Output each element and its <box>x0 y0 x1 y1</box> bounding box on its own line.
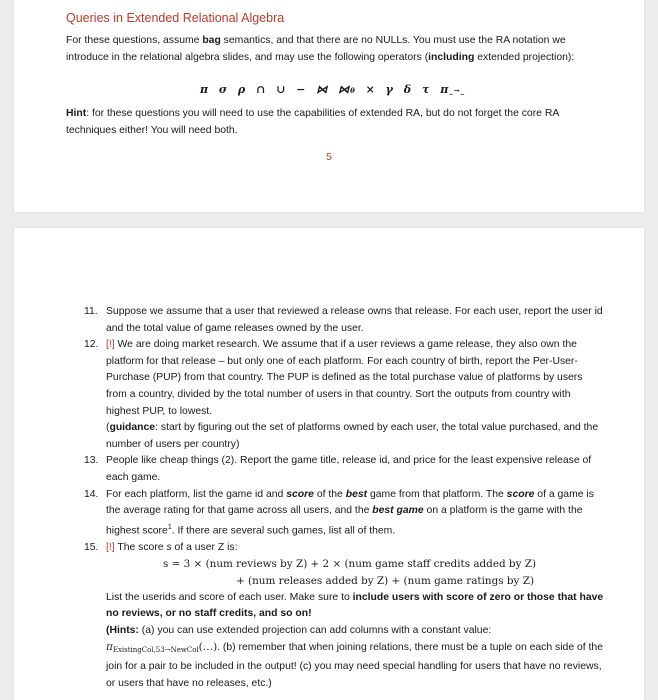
q14-score-2: score <box>506 488 535 500</box>
hint-text: : for these questions you will need to use the capabilities of extended RA, but do not forget the core RA techniques either! You will need both. <box>66 108 559 136</box>
op-theta-sub: θ <box>350 86 356 95</box>
page-number: 5 <box>326 151 332 163</box>
op-ext-projection: π_→_ <box>440 83 466 96</box>
section-title: Queries in Extended Relational Algebra <box>66 11 285 25</box>
question-14 <box>84 487 604 540</box>
op-selection: σ <box>218 83 229 96</box>
operator-list <box>200 83 470 96</box>
op-natural-join: ⋈ <box>316 83 329 96</box>
op-sort: τ <box>421 83 431 96</box>
q15-s: s <box>166 541 172 553</box>
difficulty-mark: [!] <box>106 541 115 553</box>
intro-text-c: extended projection): <box>474 51 575 63</box>
page-1 <box>14 0 644 212</box>
op-projection: π <box>200 83 210 96</box>
q14-text-d: of a game is the average rating for that game across all users, and the <box>106 488 594 517</box>
hints-label: (Hints: <box>106 624 139 636</box>
q14-text-f: . If there are several such games, list all of them. <box>171 525 396 537</box>
question-13 <box>84 453 604 486</box>
question-number: 15. <box>84 541 99 553</box>
pi-subscript: ExistingCol,53→NewCol <box>112 646 199 655</box>
hint-paragraph <box>66 106 596 139</box>
q15-instructions <box>106 590 604 623</box>
op-dedup: δ <box>403 83 413 96</box>
question-number: 12. <box>84 339 99 351</box>
question-text: Suppose we assume that a user that reviewed a release owns that release. For each user, report the user id and the total value of game releases owned by the user. <box>106 306 603 334</box>
question-number: 13. <box>84 455 99 467</box>
op-grouping: γ <box>385 83 394 96</box>
question-12 <box>84 337 604 453</box>
q14-text-b: of the <box>313 488 346 500</box>
footnote-marker: 1 <box>167 523 172 531</box>
q14-score: score <box>286 488 314 500</box>
difficulty-mark: [!] <box>106 339 115 351</box>
score-formula-line-1: s = 3 × (num reviews by Z) + 2 × (num game staff credits added by Z) <box>163 558 537 571</box>
guidance-label: guidance <box>109 422 156 434</box>
hints-text-b: . (b) remember that when joining relations, there must be a tuple on each side of the join for a pair to be included in the output! (c) you may need special handling for users that have no reviews, or users that have no releases, etc.) <box>106 642 603 689</box>
question-11 <box>84 304 604 337</box>
question-number: 14. <box>84 488 99 500</box>
intro-text-a: For these questions, assume <box>66 35 203 46</box>
question-text: People like cheap things (2). Report the game title, release id, and price for the least expensive release of each game. <box>106 455 592 483</box>
guidance-open: ( <box>106 422 110 434</box>
q14-text-a: For each platform, list the game id and <box>106 488 287 500</box>
intro-bag: bag <box>202 35 221 46</box>
guidance-text: : start by figuring out the set of platforms owned by each user, the total value purchased, and the number of users per country) <box>106 422 599 450</box>
pi-argument: (…) <box>198 641 218 654</box>
ext-projection-example <box>106 641 217 653</box>
intro-text-b: semantics, and that there are no NULLs. You must use the RA notation we introduce in the relational algebra slides, and may use the following operators ( <box>66 35 566 63</box>
pi-symbol: π <box>106 641 113 654</box>
q15-list-bold: include users with score of zero or those that have no reviews, or no staff credits, and so on! <box>106 591 604 620</box>
q14-best: best <box>345 488 368 500</box>
op-union: ∪ <box>276 83 287 96</box>
op-difference: − <box>296 83 307 96</box>
op-product: × <box>365 83 376 96</box>
page-2 <box>14 228 644 700</box>
op-theta-join: ⋈θ <box>338 83 356 96</box>
op-intersect: ∩ <box>256 83 267 96</box>
q15-text-a: The score <box>114 541 167 553</box>
question-text: We are doing market research. We assume that if a user reviews a game release, they also own the platform for that release – but only one of each platform. For each country of birth, report the Per-User-Purchase (PUP) from that country. The PUP is defined as the total purchase value of platforms by users from a country, divided by the total number of users in that country. Sort the outputs from country with highest PUP, to lowest. <box>106 339 583 417</box>
q14-text-c: game from that platform. The <box>367 488 507 500</box>
q14-best-game: best game <box>372 505 424 517</box>
op-ext-sub: _→_ <box>449 86 466 95</box>
score-formula-line-2: + (num releases added by Z) + (num game ratings by Z) <box>236 574 534 587</box>
q15-hints <box>106 623 604 692</box>
question-number: 11. <box>84 306 98 317</box>
intro-including: including <box>428 51 475 63</box>
hint-label: Hint <box>66 108 87 119</box>
q15-list-text: List the userids and score of each user. Make sure to <box>106 591 353 603</box>
question-15 <box>84 540 604 692</box>
question-list <box>84 304 604 692</box>
q14-text-e: on a platform is the game with the highest score <box>106 505 583 537</box>
q15-text-b: of a user Z is: <box>171 541 238 553</box>
hints-text-a: (a) you can use extended projection can add columns with a constant value: <box>138 624 492 636</box>
op-rename: ρ <box>237 83 247 96</box>
intro-paragraph <box>66 33 596 66</box>
